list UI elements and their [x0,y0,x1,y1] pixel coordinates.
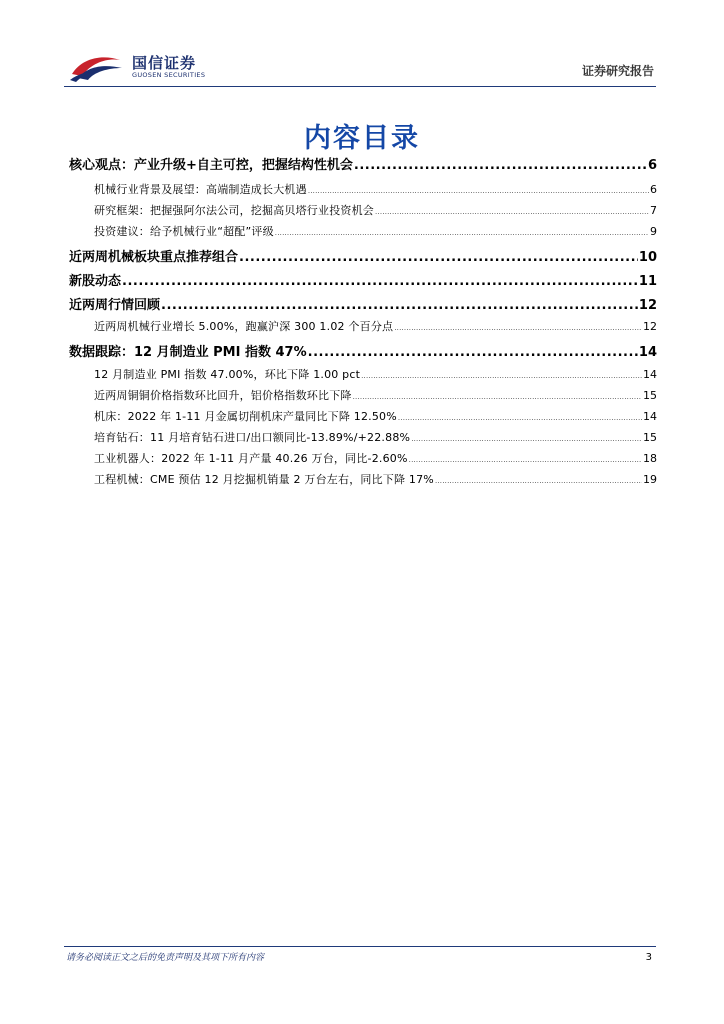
toc-entry[interactable] [94,408,657,424]
guosen-logo-icon [68,52,126,82]
toc-entry-text: 核心观点：产业升级+自主可控，把握结构性机会 [69,158,353,173]
logo-name-en: GUOSEN SECURITIES [132,71,206,79]
toc-entry-text: 近两周铜铜价格指数环比回升，铝价格指数环比下降 [94,389,352,402]
toc-entry-page: 9 [650,225,657,238]
toc-entry[interactable] [69,294,657,313]
toc-entry-text: 机床：2022 年 1-11 月金属切削机床产量同比下降 12.50% [94,410,397,423]
toc-entry-page: 14 [643,410,657,423]
toc-entry-page: 14 [638,345,657,360]
toc-leader-dots [353,393,642,401]
toc-entry-page: 11 [638,274,657,289]
toc-entry[interactable] [94,223,657,239]
toc-leader-dots [361,372,642,380]
toc-entry-page: 10 [638,250,657,265]
toc-leader-dots [308,187,649,195]
toc-entry[interactable] [94,450,657,466]
toc-entry-text: 近两周机械行业增长 5.00%，跑赢沪深 300 1.02 个百分点 [94,320,394,333]
toc-entry-page: 7 [650,204,657,217]
toc-entry-text: 投资建议：给予机械行业“超配”评级 [94,225,274,238]
toc-entry-text: 研究框架：把握强阿尔法公司，挖掘高贝塔行业投资机会 [94,204,374,217]
toc-entry[interactable] [69,154,657,173]
toc-entry[interactable] [94,181,657,197]
toc-leader-dots [239,250,638,265]
page-number: 3 [645,952,652,963]
header-divider [64,86,656,87]
toc-leader-dots [308,345,638,360]
toc-entry-text: 机械行业背景及展望：高端制造成长大机遇 [94,183,307,196]
toc-entry-page: 6 [647,158,657,173]
toc-leader-dots [375,208,649,216]
toc-entry-page: 19 [643,473,657,486]
toc-leader-dots [275,229,649,237]
toc-leader-dots [354,158,647,173]
toc-title: 内容目录 [304,123,420,154]
toc-leader-dots [435,477,642,485]
toc-leader-dots [122,274,638,289]
toc-entry[interactable] [94,202,657,218]
toc-entry[interactable] [94,318,657,334]
toc-entry-page: 12 [638,298,657,313]
toc-entry-page: 12 [643,320,657,333]
toc-entry-text: 培育钻石：11 月培育钻石进口/出口额同比-13.89%/+22.88% [94,431,411,444]
toc-leader-dots [409,456,642,464]
toc-entry-text: 近两周机械板块重点推荐组合 [69,250,239,265]
toc-entry[interactable] [94,387,657,403]
footer-divider [64,946,656,947]
toc-entry[interactable] [94,471,657,487]
toc-entry-page: 14 [643,368,657,381]
toc-entry[interactable] [69,246,657,265]
report-type-label: 证券研究报告 [581,64,654,78]
toc-leader-dots [161,298,638,313]
toc-entry-text: 数据跟踪：12 月制造业 PMI 指数 47% [69,345,307,360]
toc-entry-text: 新股动态 [69,274,122,289]
toc-entry-page: 15 [643,389,657,402]
toc-leader-dots [394,324,642,332]
toc-entry-page: 15 [643,431,657,444]
toc-leader-dots [398,414,642,422]
toc-entry-text: 近两周行情回顾 [69,298,161,313]
toc-entry-text: 12 月制造业 PMI 指数 47.00%，环比下降 1.00 pct [94,368,361,381]
toc-entry-page: 6 [650,183,657,196]
toc-entry[interactable] [94,366,657,382]
logo-name-cn: 国信证券 [132,54,197,72]
toc-entry[interactable] [94,429,657,445]
guosen-logo [68,50,208,82]
toc-entry[interactable] [69,270,657,289]
toc-entry[interactable] [69,341,657,360]
toc-entry-text: 工业机器人：2022 年 1-11 月产量 40.26 万台，同比-2.60% [94,452,408,465]
page-header [64,50,656,86]
toc-leader-dots [411,435,642,443]
toc-entry-text: 工程机械：CME 预估 12 月挖掘机销量 2 万台左右，同比下降 17% [94,473,434,486]
footer-disclaimer: 请务必阅读正文之后的免责声明及其项下所有内容 [66,953,265,963]
toc-entry-page: 18 [643,452,657,465]
